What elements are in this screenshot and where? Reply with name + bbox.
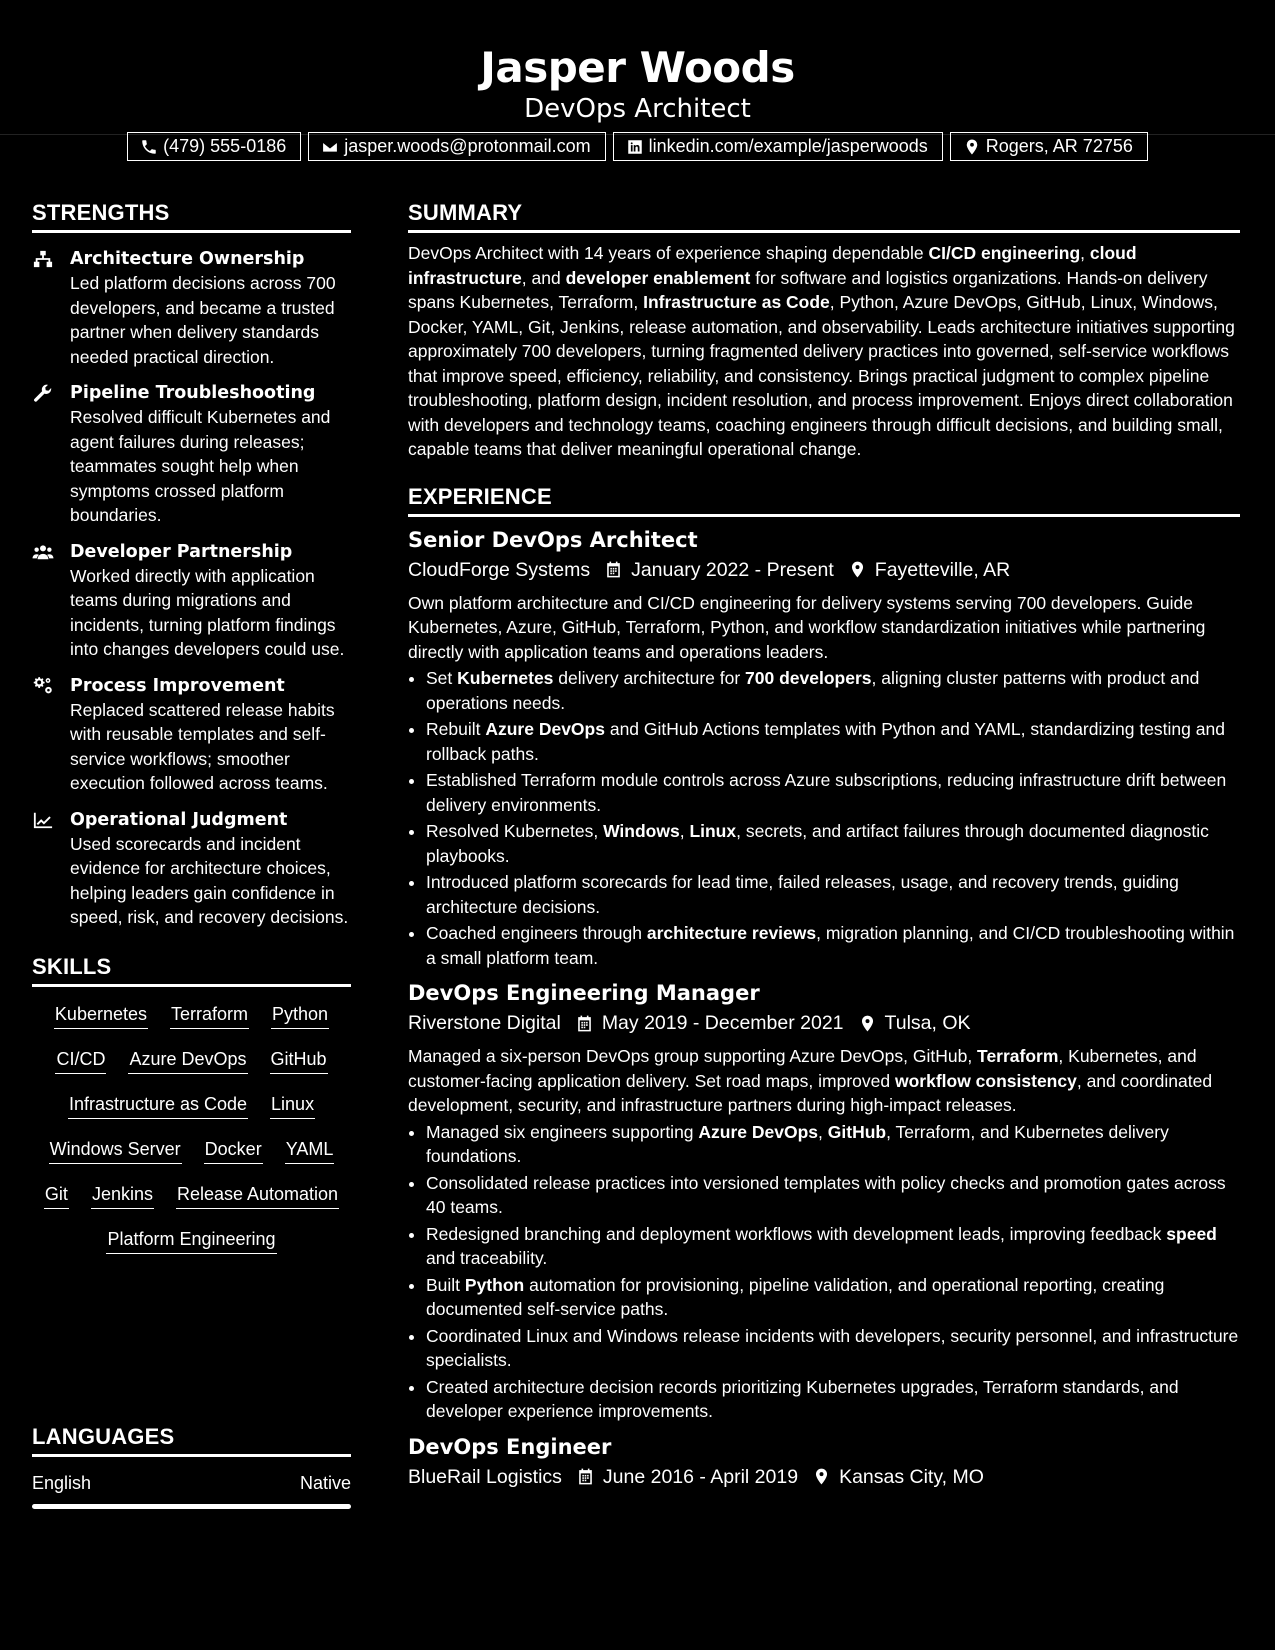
job-description: Managed a six-person DevOps group supporting Azure DevOps, GitHub, Terraform, Kubernetes, and customer-facing application delivery. Set road maps, improved workflow consistency, and coordinated development, security, and infrastructure partners during high-impact releases.	[408, 1046, 1213, 1115]
language-proficiency-bar	[32, 1504, 351, 1509]
phone-text: (479) 555-0186	[163, 136, 287, 156]
language-level: Native	[299, 1473, 351, 1493]
email-text: jasper.woods@protonmail.com	[344, 136, 591, 156]
strength-item	[32, 247, 351, 369]
calendar-icon	[575, 1014, 594, 1033]
experience-title: EXPERIENCE	[408, 480, 1240, 517]
job-meta	[408, 555, 1240, 585]
skill-tag: Git	[44, 1181, 69, 1209]
job-bullet: • Established Terraform module controls across Azure subscriptions, reducing infrastructure drift between delivery environments.	[426, 768, 1240, 817]
strength-body	[70, 381, 351, 528]
job-entry	[408, 525, 1240, 971]
skill-tag: Linux	[270, 1091, 315, 1119]
skill-tag: Azure DevOps	[128, 1046, 247, 1074]
language-row	[32, 1473, 351, 1494]
linkedin-chip[interactable]	[613, 132, 943, 161]
job-title: Senior DevOps Architect	[408, 527, 698, 552]
skill-tag: Infrastructure as Code	[68, 1091, 248, 1119]
job-meta	[408, 1008, 1240, 1038]
skill-row	[32, 1001, 351, 1046]
candidate-name: Jasper Woods	[480, 43, 795, 92]
strength-description: Replaced scattered release habits with reusable templates and self-service workflows; smoother execution followed across teams.	[70, 699, 335, 793]
strength-heading: Developer Partnership	[70, 541, 293, 562]
summary-title: SUMMARY	[408, 196, 1240, 233]
job-location: Fayetteville, AR	[874, 558, 1011, 581]
strength-body	[70, 540, 351, 662]
strength-body	[70, 674, 351, 796]
job-company: Riverstone Digital	[408, 1012, 561, 1034]
phone-icon	[140, 138, 158, 156]
strength-icon-wrap	[32, 540, 70, 662]
candidate-title: DevOps Architect	[524, 94, 751, 124]
job-bullet: • Rebuilt Azure DevOps and GitHub Actions templates with Python and YAML, standardizing testing and rollback paths.	[426, 717, 1240, 766]
job-dates: May 2019 - December 2021	[601, 1012, 844, 1034]
strength-heading: Pipeline Troubleshooting	[70, 383, 316, 403]
email-chip[interactable]	[308, 132, 605, 161]
strength-icon-wrap	[32, 674, 70, 796]
wrench-icon	[32, 383, 54, 403]
strength-heading: Process Improvement	[70, 675, 285, 696]
strength-heading: Operational Judgment	[70, 809, 288, 830]
contact-bar	[0, 132, 1275, 161]
skill-tag: Release Automation	[176, 1181, 339, 1209]
job-company: CloudForge Systems	[408, 558, 591, 581]
job-dates: January 2022 - Present	[631, 558, 834, 581]
job-entry	[408, 1432, 1240, 1492]
languages-list	[32, 1473, 351, 1509]
job-bullet: • Redesigned branching and deployment workflows with development leads, improving feedback speed and traceability.	[426, 1222, 1240, 1271]
skills-title: SKILLS	[32, 950, 351, 987]
skill-row	[32, 1181, 351, 1226]
skill-tag: Terraform	[170, 1001, 249, 1029]
strength-item	[32, 808, 351, 930]
chart-line-icon	[32, 810, 54, 830]
sitemap-icon	[32, 249, 54, 269]
skill-row	[32, 1136, 351, 1181]
strength-heading: Architecture Ownership	[70, 249, 305, 269]
skill-tag: Python	[271, 1001, 329, 1029]
strength-body	[70, 808, 351, 930]
skill-tag: Kubernetes	[54, 1001, 148, 1029]
skill-tag: GitHub	[270, 1046, 328, 1074]
job-title: DevOps Engineering Manager	[408, 981, 760, 1005]
skill-tag: Windows Server	[49, 1136, 182, 1164]
linkedin-text: linkedin.com/example/jasperwoods	[648, 136, 928, 156]
strength-item	[32, 540, 351, 662]
job-bullet: • Coached engineers through architecture reviews, migration planning, and CI/CD troubleshooting within a small platform team.	[426, 921, 1240, 970]
skill-tag: Platform Engineering	[106, 1226, 276, 1254]
languages-title: LANGUAGES	[32, 1420, 351, 1457]
job-location: Kansas City, MO	[839, 1465, 984, 1488]
job-company: BlueRail Logistics	[408, 1465, 562, 1488]
language-name: English	[32, 1473, 92, 1493]
strength-icon-wrap	[32, 381, 70, 528]
map-marker-icon	[812, 1467, 831, 1486]
job-title: DevOps Engineer	[408, 1434, 612, 1459]
strength-description: Worked directly with application teams during migrations and incidents, turning platform findings into changes developers could use.	[70, 565, 345, 659]
strength-icon-wrap	[32, 247, 70, 369]
summary-text: DevOps Architect with 14 years of experience shaping dependable CI/CD engineering, cloud infrastructure, and developer enablement for software and logistics organizations. Hands-on delivery spans Kubernetes, Terraform, Infrastructure as Code, Python, Azure DevOps, GitHub, Linux, Windows, Docker, YAML, Git, Jenkins, release automation, and observability. Leads architecture initiatives supporting approximately 700 developers, turning fragmented delivery practices into governed, self-service workflows that improve speed, efficiency, reliability, and consistency. Brings practical judgment to complex pipeline troubleshooting, platform design, incident resolution, and process improvement. Enjoys direct collaboration with developers and technology teams, coaching engineers through difficult decisions, and building small, capable teams that deliver meaningful operational change.	[408, 243, 1235, 459]
strength-icon-wrap	[32, 808, 70, 930]
location-text: Rogers, AR 72756	[985, 136, 1133, 156]
skill-row	[32, 1226, 351, 1271]
languages-section	[32, 1420, 351, 1509]
envelope-icon	[321, 138, 339, 156]
skill-tag: YAML	[285, 1136, 335, 1164]
map-marker-icon	[963, 138, 981, 156]
skill-tag: CI/CD	[55, 1046, 106, 1074]
calendar-icon	[604, 560, 623, 579]
job-bullets	[408, 1120, 1240, 1424]
skill-tag: Docker	[204, 1136, 263, 1164]
strength-item	[32, 381, 351, 528]
job-bullet: • Set Kubernetes delivery architecture for 700 developers, aligning cluster patterns with product and operations needs.	[426, 666, 1240, 715]
job-bullet: • Introduced platform scorecards for lead time, failed releases, usage, and recovery trends, guiding architecture decisions.	[426, 870, 1240, 919]
left-column	[32, 196, 351, 1271]
strengths-title: STRENGTHS	[32, 196, 351, 233]
right-column	[408, 196, 1240, 1492]
job-bullet: • Resolved Kubernetes, Windows, Linux, secrets, and artifact failures through documented diagnostic playbooks.	[426, 819, 1240, 868]
job-location: Tulsa, OK	[884, 1012, 971, 1034]
strength-description: Led platform decisions across 700 developers, and became a trusted partner when delivery standards needed practical direction.	[70, 273, 336, 367]
job-dates: June 2016 - April 2019	[602, 1465, 799, 1488]
job-description: Own platform architecture and CI/CD engineering for delivery systems serving 700 developers. Guide Kubernetes, Azure, GitHub, Terraform, Python, and workflow standardization initiatives while partnering directly with application teams and operations leaders.	[408, 592, 1206, 662]
map-marker-icon	[858, 1014, 877, 1033]
strength-body	[70, 247, 351, 369]
users-icon	[32, 542, 54, 562]
map-marker-icon	[848, 560, 867, 579]
job-bullets	[408, 666, 1240, 970]
skill-row	[32, 1046, 351, 1091]
skill-tag: Jenkins	[91, 1181, 154, 1209]
strength-item	[32, 674, 351, 796]
phone-chip[interactable]	[127, 132, 301, 161]
experience-section	[408, 480, 1240, 1492]
strengths-list	[32, 247, 351, 930]
job-bullet: • Consolidated release practices into versioned templates with policy checks and promotion gates across 40 teams.	[426, 1171, 1240, 1220]
strength-description: Used scorecards and incident evidence for architecture choices, helping leaders gain confidence in speed, risk, and recovery decisions.	[70, 833, 349, 927]
job-meta	[408, 1462, 1240, 1492]
linkedin-icon	[626, 138, 644, 156]
job-bullet: • Coordinated Linux and Windows release incidents with developers, security personnel, and infrastructure specialists.	[426, 1324, 1240, 1373]
job-entry	[408, 978, 1240, 1424]
job-bullet: • Built Python automation for provisioning, pipeline validation, and operational reporting, creating documented self-service paths.	[426, 1273, 1240, 1322]
job-bullet: • Created architecture decision records prioritizing Kubernetes upgrades, Terraform standards, and developer experience improvements.	[426, 1375, 1240, 1424]
job-bullet: • Managed six engineers supporting Azure DevOps, GitHub, Terraform, and Kubernetes delivery foundations.	[426, 1120, 1240, 1169]
strength-description: Resolved difficult Kubernetes and agent failures during releases; teammates sought help when symptoms crossed platform boundaries.	[70, 407, 331, 525]
skills-list	[32, 1001, 351, 1271]
calendar-icon	[576, 1467, 595, 1486]
jobs-list	[408, 525, 1240, 1492]
skills-section	[32, 950, 351, 1271]
skill-row	[32, 1091, 351, 1136]
cogs-icon	[32, 676, 54, 696]
location-chip[interactable]	[950, 132, 1148, 161]
resume-header	[0, 0, 1275, 156]
